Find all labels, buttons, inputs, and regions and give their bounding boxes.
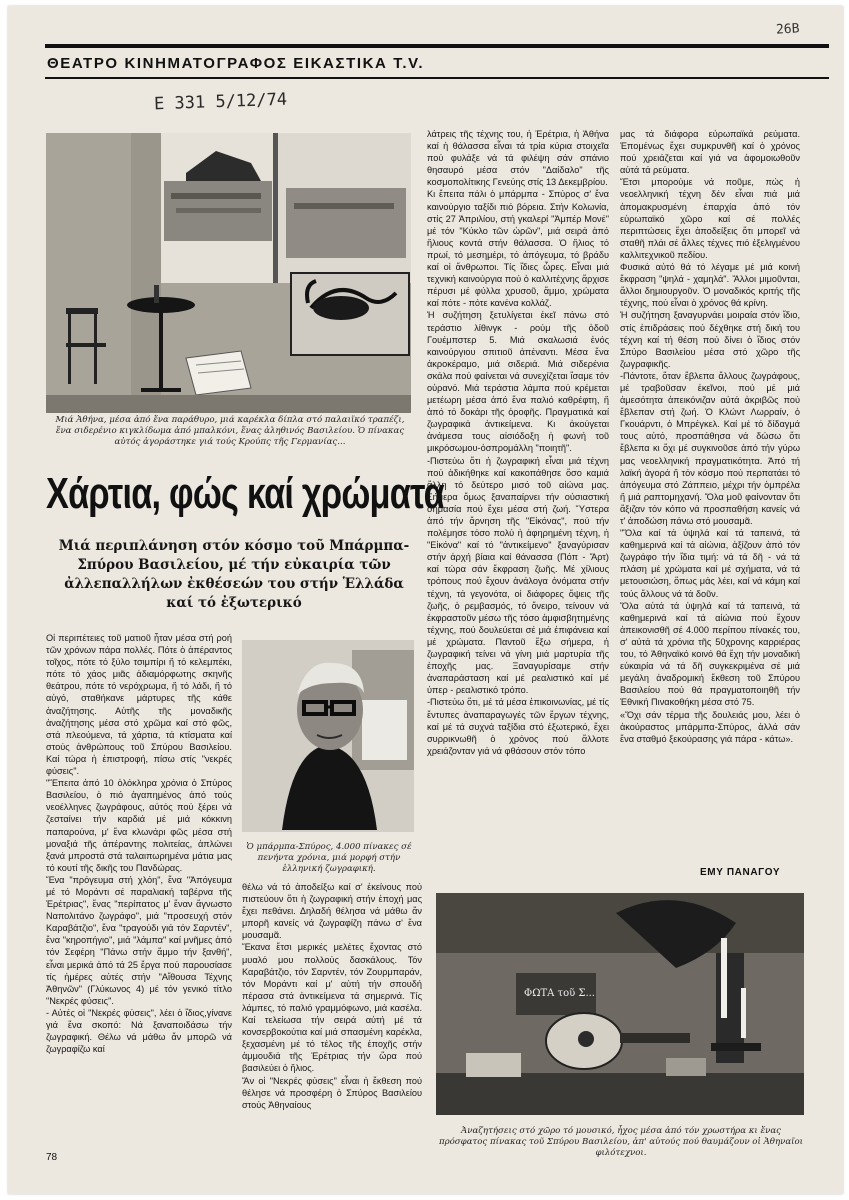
portrait-caption: Ὁ μπάρμπα-Σπύρος, 4.000 πίνακες σέ πενήντα χρόνια, μιά μορφή στήν ἑλληνική ζωγραφική. [246,842,412,875]
article-column-2: θέλω νά τό ἀποδείξω καί σ' ἐκείνους πού πιστεύουν ὅτι ἡ ζωγραφική στήν ἐποχή μας ἔχει πεθάνει. Δηλαδή θέλησα νά μάθω ἄν μπορῆ κανείς νά ζωγραφίζη πάνω σ' ἕνα μουσαμᾶ. Ἔκανα ἔτσι μερικές μελέτες ἔχοντας στό μυαλό μου πολλούς δασκάλους. Τόν Καραβάτζιο, τόν Σαρντέν, τόν Ζουρμπαράν, τόν Μοράντι καί μ' αὐτή τήν σπουδή πέρασα στά ἀντικείμενα τά σημερινά. Τίς λάμπες, τό παλιό γραμμόφωνο, μιά κασέλα. Καί τελείωσα τήν σειρά αὐτή μέ τά κονσερβοκούτια καί μιά σπασμένη καρέκλα, ξεχασμένη μέ τό τέλος τῆς ἐποχῆς στήν ἀμμουδιά τῆς Ἐρέτριας τήν ὥρα πού βασιλεύει ὁ ἥλιος. Ἄν οἱ "Νεκρές φύσεις" εἶναι ἡ ἔκθεση πού θέλησε νά προσφέρη ὁ Σπύρος Βασιλείου στούς Ἀθηναίους [242,882,422,1110]
artist-portrait-photo [242,640,414,832]
header-rule-bottom [45,77,829,79]
athens-window-painting-svg [46,133,411,413]
corner-mark: 26B [775,21,800,38]
article-column-1: Οἱ περιπέτειες τοῦ ματιοῦ ἦταν μέσα στή ροή τῶν χρόνων πάρα πολλές. Πότε ὁ ἀπέραντος τοῖχος, πότε τό ξύλο τσιμπίρι ἤ τό κελεμπέκι, πότε τό χάος μιᾶς ἀδιαμόρφωτης σκηνῆς θεάτρου, πότε τό νερόχρωμα, ἤ τό λάδι, ἤ τό αὐγό, σταθήκανε μάρτυρες τῆς κάθε ἀναζήτησης. Αὐτῆς τῆς μοναδικῆς ἀναζήτησης μέσα στό χρῶμα καί στό φῶς, στά πλεούμενα, τά χάρτια, τά κτίσματα καί στούς ἀνθρώπους τοῦ Σπύρου Βασιλείου. Καί τώρα ἡ ἐπιστροφή, πίσω στίς "νεκρές φύσεις". "Ἔπειτα ἀπό 10 ὁλόκληρα χρόνια ὁ Σπύρος Βασιλείου, ὁ πιό ἀγαπημένος ἀπό τούς νεοέλληνες ζωγράφους, αὐτός πού ξέρει νά ζεσταίνει τήν καρδιά μέ μιά κόκκινη παπαρούνα, μ' ἕνα κλωνάρι φῶς μέσα στή μοναξιά τῆς ἀπέραντης πολιτείας, ἁπλώνει ξανά μπροστά στά ταλαιπωρημένα μάτια μας τό κουτί τῆς δικῆς του Πανδώρας. Ἕνα "πρόγευμα στή χλόη", ἕνα "Ἀπόγευμα μέ τό Μοράντι σέ παραλιακή ταβέρνα τῆς Ἐρέτριας", ἕνας "περίπατος μ' ἕναν ἄγνωστο Ναπολιτάνο ζωγράφο", μιά "προσευχή στόν Καραβάτζιο", ἕνα "τραγούδι γιά τόν Σαρντέν", ἕνα "κηροπήγιο", μιά "λάμπα" καί μνῆμες ἀπό τόν Σεφέρη "Πάνω στήν ἄμμο τήν ξανθή", εἶναι μερικά ἀπό τά 25 ἔργα πού παρουσίασε τίς ἡμέρες αὐτές στήν "Αἴθουσα Τέχνης Ἀθηνῶν" (Γλύκωνος 4) μέ τόν γενικό τίτλο "Νεκρές φύσεις". - Αὐτές οἱ "Νεκρές φύσεις", λέει ὁ ἴδιος,γίνανε γιά ἕνα σκοπό: Νά ξαναποιδάσω τήν ζωγραφική. Θέλω νά μάθω ἄν μπορῶ νά ζωγραφίζω καί [46,633,232,1055]
article-column-4: μας τά διάφορα εὐρωπαϊκά ρεύματα. Ἑπομένως ἔχει συμκρυνθῆ καί ὁ χρόνος πού χρειάζεται καί γιά να ἀφομοιωθοῦν αὐτά τά ρεύματα. Ἔτσι μπορούμε νά ποῦμε, πώς ἡ νεοελληνική τέχνη δέν εἶναι πιά μιά ἀπομακρυσμένη ἐπαρχία ἀπό τόν εὐρωπαϊκό χῶρο καί σέ πολλές περιπτώσεις ἔχει ἀποδείξεις ὅτι μπορεῖ νά σταθῆ πλάι σέ ἄλλες τέχνες πιό ἐξελιγμένου καλλιτεχνικοῦ πεδίου. Φυσικά αὐτό θά τό λέγαμε μέ μιά κοινή ἔκφραση "ψηλά - χαμηλά". Ἄλλοι μιμοῦνται, ἄλλοι δημιουργοῦν. Ὁ μοναδικός κριτής τῆς τέχνης, πού εἶναι ὁ χρόνος θά κρίνη. Ἡ συζήτηση ξαναγυρνάει μοιραία στόν ἴδιο, στίς ἐπιδράσεις πού δέχθηκε στή δική του τέχνη καί τή θέση πού δίνει ὁ ἴδιος στόν Σπύρο Βασιλείου μέσα στό χῶρο τῆς ζωγραφικῆς. -Πάντοτε, ὅταν ἔβλεπα ἄλλους ζωγράφους, μέ τραβοῦσαν ἐκεῖνοι, πού μέ μιά ἀμεσότητα ἀπεικόνιζαν αὐτά ἀκριβῶς πού ἔβλεπαν στή ζωή. Ὁ Κλώντ Λωρραίν, ὁ Γκουάρντι, ὁ Μπρέγκελ. Καί μέ τό δίδαγμά τους αὐτό, προσπάθησα νά δώσω ὅτι ἔβλεπα κι ὄχι μέ συγκινοῦσε ἀπό τήν γύρω μας νεοελληνική πραγματικότητα. Ἀπό τή λαϊκή ἀγορά ἤ τόν κόσμο πού περπατάει τό ἀπόγευμα στό Ζάππειο, μέχρι τήν ὀμπρέλα ἤ μιά ραπτομηχανή. Ὅλα μοῦ φαίνονταν ὅτι ἄξιζαν τόν κόπο νά προσπαθήση κανείς νά τ' ἀποδώση πάνω στό μουσαμᾶ. "Ὅλα καί τά ὑψηλά καί τά ταπεινά, τά καθημερινά καί τά αἰώνια, ἀξίζουν ἀπό τόν ζωγράφο τήν ἴδια τιμή: νά τά δῆ - νά τά πλάση μέ χρώματα καί μέ σχήματα, νά τά μετουσιώση, ὅπως μάς λέει, καί νά κάμη καί τούς ἄλλους νά τά δοῦν. Ὅλα αὐτά τά ὑψηλά καί τά ταπεινά, τά καθημερινά καί τά αἰώνια πού ἔχουν ἀπεικονισθῆ σέ 4.000 περίπου πίνακές του, σ' αὐτά τά χρόνια τῆς 50χρονης καρριέρας του, τό Ἀθηναϊκό κοινό θά ἔχη τήν μοναδική εὐκαιρία νά τά δῆ συγκεκριμένα σέ μιά μεγάλη ἀναδρομική ἔκθεση τοῦ Σπύρου Βασιλείου πού θά πραγματοποιηθῆ τήν Ἐθνική Πινακοθήκη μέσα στό 75. «Ὄχι σάν τέρμα τῆς δουλειάς μου, λέει ὁ ἀκούραστος μπάρμπα-Σπύρος, ἀλλά σάν ἕνα σταθμό ξεκούρασης γιά πάρα - κάτω». [620,129,800,744]
handwritten-ref: Ε 331 5/12/74 [153,89,288,115]
header-rule-top [45,44,829,48]
music-still-life-painting [436,893,804,1115]
page-number: 78 [46,1152,58,1163]
subheadline: Μιά περιπλάνηση στόν κόσμο τοῦ Μπάρμπα-Σπύρου Βασιλείου, μέ τήν εὐκαιρία τῶν ἀλλεπαλλήλων ἐκθέσεών του στήν Ἑλλάδα καί τό ἐξωτερικό [58,538,410,611]
section-header: ΘΕΑΤΡΟ ΚΙΝΗΜΑΤΟΓΡΑΦΟΣ ΕΙΚΑΣΤΙΚΑ T.V. [47,55,425,72]
headline: Χάρτια, φώς καί χρώματα [46,469,444,518]
top-painting-caption: Μιά Ἀθήνα, μέσα ἀπό ἕνα παράθυρο, μιά καρέκλα δίπλα στό παλαιϊκό τραπέζι, ἕνα σιδερένιο κιγκλίδωμα ἀπό μπαλκόνι, ἕνας ἀληθινός Βασιλείου. Ὁ πίνακας αὐτός ἀγοράστηκε γιά τούς Κρούπς τῆς Γερμανίας... [55,415,405,448]
author-byline: ΕΜΥ ΠΑΝΑΓΟΥ [700,867,781,878]
article-column-3: λάτρεις τῆς τέχνης του, ἡ Ἐρέτρια, ἡ Ἀθήνα καί ἡ θάλασσα εἶναι τά τρία κύρια στοιχεῖα πού φυλάξε νά τά φιλέψη σάν σπάνιο θησαυρό μέσα στόν "Δαίδαλο" τῆς κοσμοπολίτικης Γενεύης στίς 13 Δεκεμβρίου. Κι ἔπειτα πάλι ὁ μπάρμπα - Σπύρος σ' ἕνα καινούργιο ταξίδι πιό βόρεια. Στήν Κολωνία, στίς 27 Ἀπριλίου, στή γκαλερί "Ἀμπέρ Μονέ" μέ τόν "Κύκλο τῶν ὡρῶν", μιά σειρά ἀπό ἥλιους κοντά στήν θάλασσα. Ὁ ἥλιος τό πρωί, τό μεσημέρι, τό ἀπόγευμα, τό βράδυ καί οἱ ἄνθρωποι. Τίς ἴδιες ὧρες. Εἶναι μιά τεχνική καινούργια πού ὁ καλλιτέχνης ἄρχισε πέρυσι μέ φύλλα χρυσοῦ, ἄμμο, χρώματα καί πότε - πότε κανένα κολλάζ. Ἡ συζήτηση ξετυλίγεται ἐκεῖ πάνω στό τεράστιο λίθινγκ - ρούμ τῆς ὁδοῦ Γουέμπστερ 5. Μιά σκαλωσιά ἑνός καινούργιου σπιτιοῦ ἀπέναντι. Μέσα ἕνα ἀκροκέραμο, μιά σιδεριά. Μιά σιδερένια σκάλα πού φαίνεται νά συνεχίζεται ἴσαμε τόν οὐρανό. Μιά τεράστια λάμπα πού κρέμεται μετέωρη μέσα ἀπό ἕνα παλιό καθρέφτη, ἤ ἀπό τό δοκάρι τῆς ὀροφῆς. Πραγματικά καί ζωγραφικά ἀντικείμενα. Κι ἀκούγεται ἀνάμεσα τους αἰσιόδοξη ἡ φωνή τοῦ μικρόσωμου-ὀσπρομάλλη "ποιητῆ". -Πιστεύω ὅτι ἡ ζωγραφική εἶναι μιά τέχνη πού ἀδικήθηκε καί κακοπάθησε ὅσο καμιά ἄλλη τό δεύτερο μισό τοῦ αἰώνα μας. Σήμερα ὅμως ξαναπαίρνει τήν οὐσιαστική σημασία πού ἔχει μέσα στή ζωή. Ὕστερα ἀπό τήν ἄρνηση τῆς "Εἰκόνας", πού τήν πολέμησε τόσο πολύ ἡ ἀφηρημένη τέχνη, ἡ "Εἰκόνα" καί τό "ἀντικείμενο" ξαναγύρισαν στήν ἀρχή βίαια καί θάνασσα (Πόπ - Ἄρτ) καί τώρα σάν ἔκφραση ζωῆς. Μέ χίλιους τρόπους πού ἔχουν ἀνάλογα ὀνόματα στήν τέχνη, τά γεγονότα, οἱ διάφορες ὄψεις τῆς ζωῆς, ὁ ρεμβασμός, τό ὄνειρο, τείνουν νά ἐκφραστοῦν μέσω τῆς τόσο ἀμφισβητημένης τέχνης, πού δουλεύεται σέ μιά ἐπιφάνεια καί μέ χρώματα. Παντοῦ ἔξω σήμερα, ἡ ζωγραφική τείνει νά γίνη μιά μαρτυρία τῆς ἐποχῆς μας. Ξαναγυρίσαμε στήν ἀναπαράσταση καί μέ ρεαλιστικό καί μέ ὑπερ - ρεαλιστικό τρόπο. -Πιστεύω ὅτι, μέ τά μέσα ἐπικοινωνίας, μέ τίς ἔντυπες ἀναπαραγωγές τῶν ἔργων τέχνης, καί μέ τά συχνά ταξίδια στό ἐξωτερικό, ἔχει συρρικνωθῆ ὁ χρόνος πού ἄλλοτε χρειάζονταν γιά νά φθάσουν στόν τόπο [427,129,609,756]
music-still-life-svg [436,893,804,1115]
artist-portrait-svg [242,640,414,832]
athens-window-painting [46,133,411,413]
painting-label: ΦΩΤΑ τοῦ Σ... [524,988,595,999]
bottom-painting-caption: Ἀναζητήσεις στό χῶρο τό μουσικό, ἦχος μέσα ἀπό τόν χρωστήρα κι ἕνας πρόσφατος πίνακας τοῦ Σπύρου Βασιλείου, ἀπ' αὐτούς πού θαυμάζουν οἱ Ἀθηναῖοι φιλότεχνοι. [438,1126,804,1159]
